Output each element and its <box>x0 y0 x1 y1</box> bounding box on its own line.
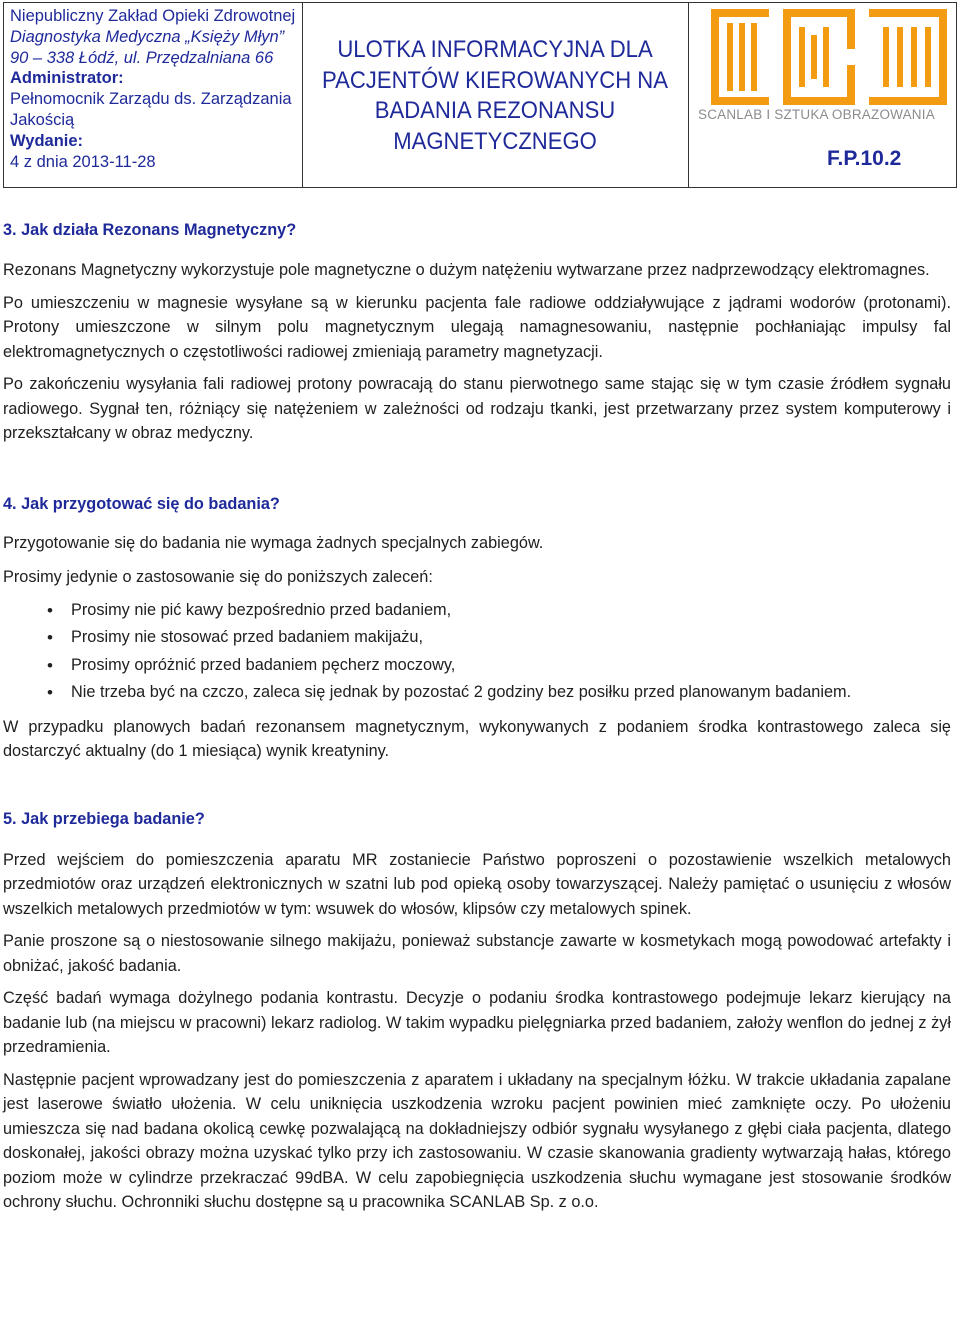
document-header <box>3 2 957 188</box>
list-item: • Prosimy nie pić kawy bezpośrednio przed badaniem, <box>71 597 951 625</box>
scanlab-logo-icon <box>711 9 947 105</box>
list-item: • Nie trzeba być na czczo, zaleca się jednak by pozostać 2 godziny bez posiłku przed planowanym badaniem. <box>71 679 951 707</box>
paragraph: Prosimy jedynie o zastosowanie się do poniższych zaleceń: <box>3 568 433 586</box>
title-cell <box>303 3 689 187</box>
list-item: • Prosimy opróżnić przed badaniem pęcherz moczowy, <box>71 652 951 680</box>
administrator-label: Administrator: <box>10 69 124 88</box>
document-code: F.P.10.2 <box>827 147 902 170</box>
section-heading: 3. Jak działa Rezonans Magnetyczny? <box>3 221 297 239</box>
institution-name-2: Diagnostyka Medyczna „Księży Młyn” <box>10 27 285 46</box>
section-exam-procedure <box>3 807 951 1215</box>
logo-tagline: SCANLAB I SZTUKA OBRAZOWANIA <box>698 107 935 122</box>
edition-value: 4 z dnia 2013-11-28 <box>10 152 156 171</box>
institution-address: 90 – 338 Łódź, ul. Przędzalniana 66 <box>10 48 274 67</box>
section-heading: 4. Jak przygotować się do badania? <box>3 494 280 513</box>
section-preparation <box>3 492 951 764</box>
section-heading: 5. Jak przebiega badanie? <box>3 809 205 828</box>
paragraph: Przygotowanie się do badania nie wymaga żadnych specjalnych zabiegów. <box>3 533 544 552</box>
institution-info <box>4 3 303 187</box>
institution-name: Niepubliczny Zakład Opieki Zdrowotnej <box>10 7 296 25</box>
paragraph: Następnie pacjent wprowadzany jest do pomieszczenia z aparatem i układany na specjalnym łóżku. W trakcie układania zapalane jest laserowe światło ułożenia. W celu uniknięcia uszkodzenia wzroku pacjent powinien mieć zamknięte oczy. Po ułożeniu umieszcza się nad badana okolicą cewkę pozwalającą na dokładniejszy odbiór sygnału wysyłanego z głębi ciała pacjenta, dlatego doskonałej, jakości obrazy można uzyskać tylko przy ich zastosowaniu. W czasie skanowania gradienty wytwarzają hałas, którego poziom może w cylindrze przekraczać 99dBA. W celu zapobiegnięcia uszkodzenia słuchu wymagane jest stosowanie środków ochrony słuchu. Ochronniki słuchu dostępne są u pracownika SCANLAB Sp. z o.o. <box>3 1070 951 1211</box>
edition-label: Wydanie: <box>10 131 84 150</box>
paragraph: Przed wejściem do pomieszczenia aparatu MR zostaniecie Państwo poproszeni o pozostawienie wszelkich metalowych przedmiotów oraz urządzeń elektronicznych w szatni lub pod opieką osoby towarzyszącej. Należy pamiętać o usunięciu z włosów wszelkich metalowych przedmiotów w tym: wsuwek do włosów, klipsów czy metalowych spinek. <box>3 850 951 918</box>
section-how-mri-works <box>3 218 951 446</box>
paragraph: Część badań wymaga dożylnego podania kontrastu. Decyzje o podaniu środka kontrastowego podejmuje lekarz kierujący na badanie lub (na miejscu w pracowni) lekarz radiolog. W takim wypadku pielęgniarka przed badaniem, założy wenflon do jednej z żył przedramienia. <box>3 989 951 1056</box>
administrator-value-2: Jakością <box>10 110 75 129</box>
recommendations-list <box>3 597 951 707</box>
document-body <box>3 218 951 1215</box>
paragraph: Rezonans Magnetyczny wykorzystuje pole magnetyczne o dużym natężeniu wytwarzane przez nadprzewodzący elektromagnes. <box>3 261 930 279</box>
paragraph: Panie proszone są o niestosowanie silnego makijażu, ponieważ substancje zawarte w kosmetykach mogą powodować artefakty i obniżać, jakość badania. <box>3 932 951 975</box>
paragraph: Po umieszczeniu w magnesie wysyłane są w kierunku pacjenta fale radiowe oddziaływujące z jądrami wodorów (protonami). Protony umieszczone w silnym polu magnetycznym ulegają namagnesowaniu, następnie pochłaniając impulsy fal elektromagnetycznych o częstotliwości radiowej zmieniają parametry magnetyzacji. <box>3 293 951 361</box>
administrator-value: Pełnomocnik Zarządu ds. Zarządzania <box>10 90 292 109</box>
paragraph: W przypadku planowych badań rezonansem magnetycznym, wykonywanych z podaniem środka kontrastowego zaleca się dostarczyć aktualny (do 1 miesiąca) wynik kreatyniny. <box>3 717 951 760</box>
logo-cell <box>689 3 956 187</box>
document-title: ULOTKA INFORMACYJNA DLA PACJENTÓW KIEROWANYCH NA BADANIA REZONANSU MAGNETYCZNEGO <box>322 36 669 155</box>
paragraph: Po zakończeniu wysyłania fali radiowej protony powracają do stanu pierwotnego same stając się w tym czasie źródłem sygnału radiowego. Sygnał ten, różniący się natężeniem w zależności od rodzaju tkanki, jest przetwarzany przez system komputerowy i przekształcany w obraz medyczny. <box>3 375 951 442</box>
list-item: • Prosimy nie stosować przed badaniem makijażu, <box>71 624 951 652</box>
